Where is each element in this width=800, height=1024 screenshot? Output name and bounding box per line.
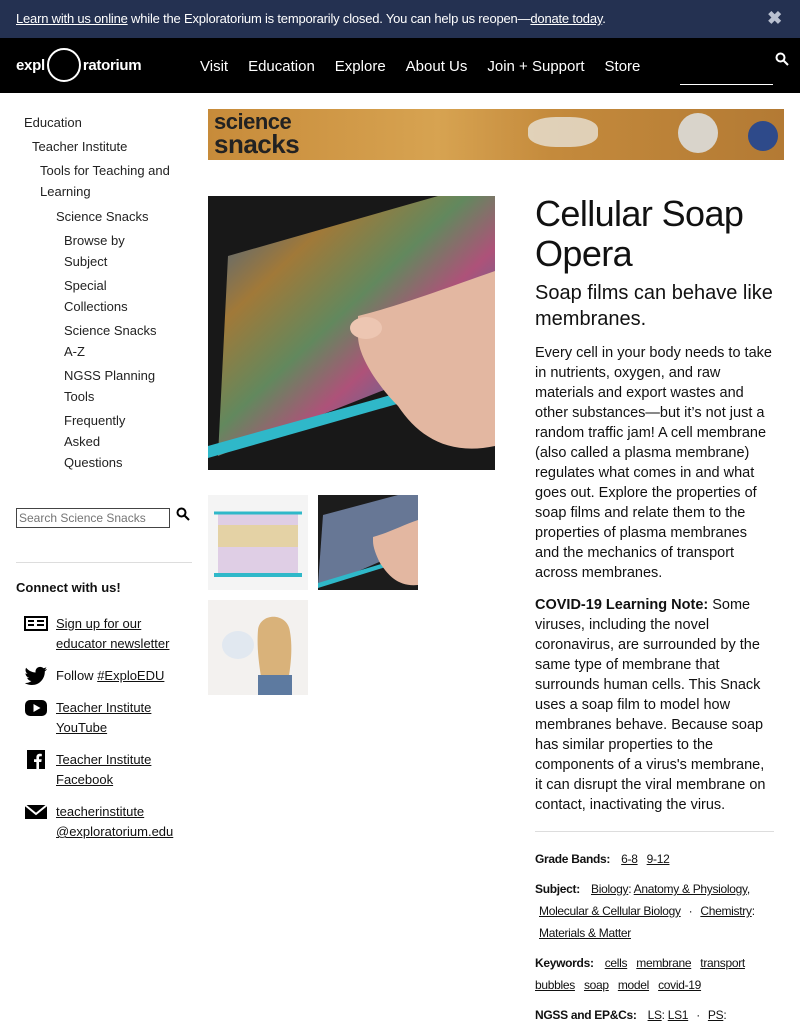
tag-subject[interactable]: Molecular & Cellular Biology bbox=[539, 904, 681, 918]
sidebar-item-education[interactable]: Education bbox=[24, 115, 82, 130]
announcement-banner bbox=[0, 0, 800, 38]
tag-keyword[interactable]: soap bbox=[583, 978, 609, 992]
ngss-standards: NGSS and EP&Cs: LS: LS1 · PS: bbox=[535, 1008, 727, 1022]
twitter-icon bbox=[24, 666, 48, 686]
tag-subject[interactable]: Anatomy & Physiology bbox=[633, 882, 747, 896]
sidebar-item-teacher-institute[interactable]: Teacher Institute bbox=[32, 139, 128, 154]
thumbnail-3[interactable] bbox=[208, 600, 308, 695]
logo-ring-icon bbox=[47, 48, 81, 82]
search-icon[interactable] bbox=[176, 507, 190, 521]
facebook-icon bbox=[24, 750, 48, 770]
youtube-icon bbox=[24, 698, 48, 718]
exploratorium-logo[interactable] bbox=[16, 48, 141, 82]
banner-word-science bbox=[214, 111, 299, 157]
logo-text-left: expl bbox=[16, 56, 45, 74]
tag-subject[interactable]: Materials & Matter bbox=[539, 926, 631, 940]
banner-decoration bbox=[748, 121, 778, 151]
tag-grade[interactable]: 6-8 bbox=[621, 852, 638, 866]
nav-visit[interactable]: Visit bbox=[200, 58, 229, 75]
banner-decoration bbox=[678, 113, 718, 153]
banner-word-1: science bbox=[214, 109, 292, 134]
tag-grade[interactable]: 9-12 bbox=[646, 852, 670, 866]
separator-dot: · bbox=[696, 1008, 700, 1022]
search-icon[interactable] bbox=[775, 52, 789, 66]
tag-keyword[interactable]: covid-19 bbox=[658, 978, 702, 992]
twitter-link[interactable]: #ExploEDU bbox=[97, 668, 165, 683]
twitter-text bbox=[56, 666, 186, 686]
close-icon[interactable]: ✖ bbox=[767, 8, 782, 28]
banner-text: while the Exploratorium is temporarily closed. You can help us reopen— bbox=[127, 11, 531, 26]
facebook-link[interactable]: Teacher Institute Facebook bbox=[56, 752, 152, 787]
twitter-prefix: Follow bbox=[56, 668, 98, 683]
banner-period: . bbox=[602, 11, 606, 26]
tag-keyword[interactable]: cells bbox=[604, 956, 628, 970]
tag-keyword[interactable]: model bbox=[617, 978, 650, 992]
snacks-search-input[interactable] bbox=[16, 508, 170, 528]
tag-keyword[interactable]: transport bbox=[700, 956, 745, 970]
grade-bands bbox=[535, 848, 780, 870]
donate-link[interactable]: donate today bbox=[530, 11, 603, 26]
top-nav bbox=[0, 38, 800, 93]
thumbnail-image bbox=[208, 600, 308, 695]
nav-store[interactable]: Store bbox=[604, 58, 641, 75]
email-link[interactable]: teacherinstitute @exploratorium.edu bbox=[56, 804, 174, 839]
sidebar-item-tools[interactable]: Tools for Teaching and Learning bbox=[40, 163, 170, 199]
tag-ngss[interactable]: PS bbox=[707, 1008, 724, 1022]
page-title: Cellular Soap Opera bbox=[535, 193, 744, 274]
subjects: Subject: Biology: Anatomy & Physiology, Molecular & Cellular Biology · Chemistry: Materials & Matter bbox=[535, 882, 755, 940]
ngss-label: NGSS and EP&Cs: bbox=[535, 1008, 637, 1022]
separator-dot: · bbox=[688, 904, 693, 918]
keywords bbox=[535, 952, 780, 996]
soap-film-photo bbox=[208, 196, 495, 470]
thumbnail-1[interactable] bbox=[208, 495, 308, 590]
tag-subject[interactable]: Chemistry bbox=[700, 904, 752, 918]
science-snacks-banner[interactable] bbox=[208, 109, 784, 160]
sidebar-item-a-z[interactable]: Science Snacks A-Z bbox=[64, 323, 157, 359]
thumbnail-2[interactable] bbox=[318, 495, 418, 590]
banner-message bbox=[16, 11, 606, 26]
page-subtitle: Soap films can behave like membranes. bbox=[535, 282, 773, 330]
grade-label: Grade Bands: bbox=[535, 852, 611, 866]
sidebar-divider bbox=[16, 562, 192, 563]
keywords-label: Keywords: bbox=[535, 956, 594, 970]
nav-explore[interactable]: Explore bbox=[334, 58, 386, 75]
covid-text: Some viruses, including the novel coronavirus, are surrounded by the same type of membrane that surrounds human cells. This Snack uses a soap film to model how membranes behave. Because soap has similar properties to the components of a virus's membrane, it can disrupt the viral membrane on contact, inactivating the virus. bbox=[535, 597, 766, 813]
nav-join-support[interactable]: Join + Support bbox=[487, 58, 585, 75]
subject-label: Subject: bbox=[535, 882, 580, 896]
sidebar-item-science-snacks[interactable]: Science Snacks bbox=[56, 209, 149, 224]
newsletter-icon bbox=[24, 614, 48, 634]
learn-online-link[interactable]: Learn with us online bbox=[16, 11, 128, 26]
article-divider bbox=[535, 831, 774, 832]
nav-about-us[interactable]: About Us bbox=[405, 58, 468, 75]
tag-keyword[interactable]: bubbles bbox=[535, 978, 575, 992]
tag-ngss[interactable]: LS bbox=[647, 1008, 662, 1022]
tag-ngss[interactable]: LS1 bbox=[667, 1008, 689, 1022]
main-menu bbox=[200, 58, 660, 75]
covid-label: COVID-19 Learning Note: bbox=[535, 597, 709, 613]
tag-keyword[interactable]: membrane bbox=[636, 956, 692, 970]
description: Every cell in your body needs to take in nutrients, oxygen, and raw materials and export wastes and other substances—but it’s not just a random traffic jam! A cell membrane (also called a plasma membrane) regulates what comes in and what goes out. Explore the properties of soap films and relate them to the properties of plasma membranes and the mechanics of transport across membranes. bbox=[535, 345, 772, 581]
sidebar-item-collections[interactable]: Special Collections bbox=[64, 278, 128, 314]
sidebar-item-ngss[interactable]: NGSS Planning Tools bbox=[64, 368, 156, 404]
sidebar-item-faq[interactable]: Frequently Asked Questions bbox=[64, 413, 126, 470]
thumbnail-image bbox=[208, 495, 308, 590]
thumbnail-image bbox=[318, 495, 418, 590]
email-icon bbox=[24, 802, 48, 822]
logo-text-right: ratorium bbox=[82, 56, 142, 74]
main-photo[interactable] bbox=[208, 196, 495, 470]
site-search-input[interactable] bbox=[680, 84, 773, 85]
tag-subject[interactable]: Biology bbox=[591, 882, 629, 896]
newsletter-link[interactable]: Sign up for our educator newsletter bbox=[56, 616, 170, 651]
youtube-link[interactable]: Teacher Institute YouTube bbox=[56, 700, 152, 735]
banner-word-2: snacks bbox=[214, 129, 300, 159]
covid-note bbox=[535, 595, 775, 815]
connect-heading: Connect with us! bbox=[16, 580, 121, 595]
nav-education[interactable]: Education bbox=[248, 58, 315, 75]
banner-decoration bbox=[528, 117, 598, 147]
sidebar-item-browse[interactable]: Browse by Subject bbox=[64, 233, 125, 269]
